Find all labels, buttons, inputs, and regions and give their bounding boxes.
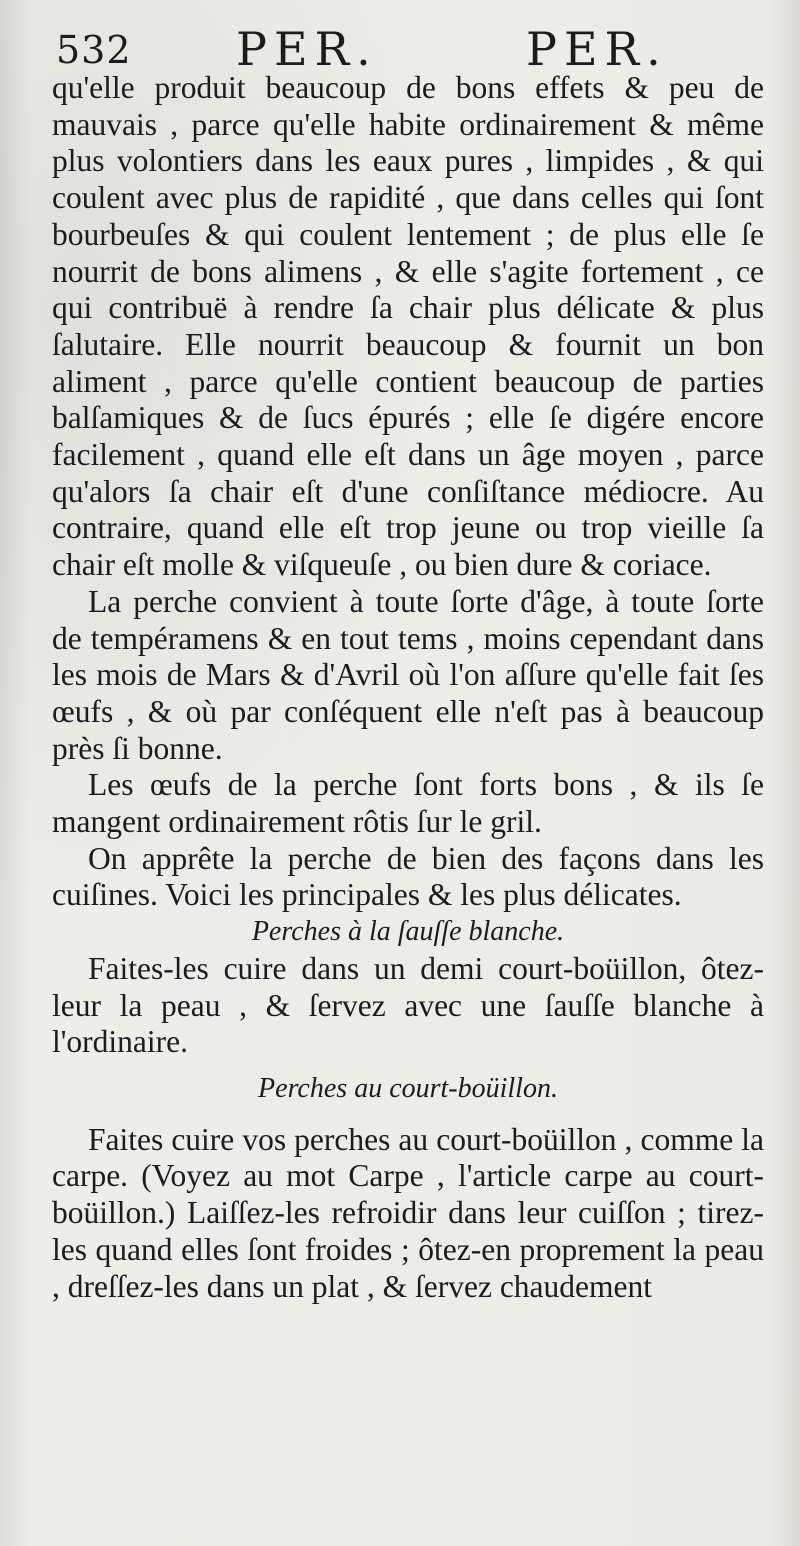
recipe-heading-court-bouillon: Perches au court-boüillon. [258,1072,558,1104]
recipe-court-bouillon: Faites cuire vos perches au court-boüillon , comme la carpe. (Voyez au mot Carpe , l'article carpe au court-boüillon.) Laiſſez-les refroidir dans leur cuiſſon ; tirez-les quand elles ſont froides ; ôtez-en proprement la peau , dreſſez-les dans un plat , & ſervez chaudement [52,1121,764,1304]
running-head-left: PER. [236,22,378,76]
paragraph-continued: qu'elle produit beaucoup de bons effets & peu de mauvais , parce qu'elle habite ordinairement & même plus volontiers dans les eaux pures , limpides , & qui coulent avec plus de rapidité , que dans celles qui ſont bourbeuſes & qui coulent lentement ; de plus elle ſe nourrit de bons alimens , & elle s'agite fortement , ce qui contribuë à rendre ſa chair plus délicate & plus ſalutaire. Elle nourrit beaucoup & fournit un bon aliment , parce qu'elle contient beaucoup de parties balſamiques & de ſucs épurés ; elle ſe digére encore facilement , quand elle eſt dans un âge moyen , parce qu'alors ſa chair eſt d'une conſiſtance médiocre. Au contraire, quand elle eſt trop jeune ou trop vieille ſa chair eſt molle & viſqueuſe , ou bien dure & coriace. [52,70,764,583]
running-head-right: PER. [526,22,668,76]
recipe-sauce-blanche: Faites-les cuire dans un demi court-boüillon, ôtez-leur la peau , & ſervez avec une ſauſſe blanche à l'ordinaire. [52,950,764,1060]
page-number: 532 [56,28,132,72]
body-text [52,70,764,1305]
recipe-heading-sauce-blanche: Perches à la ſauſſe blanche. [251,916,565,948]
paragraph-preparations: On apprête la perche de bien des façons dans les cuiſines. Voici les principales & les plus délicates. [52,840,764,913]
paragraph-eggs: Les œufs de la perche ſont forts bons , & ils ſe mangent ordinairement rôtis ſur le gril. [52,767,764,840]
paragraph-age-temperament: La perche convient à toute ſorte d'âge, à toute ſorte de tempéramens & en tout tems , moins cependant dans les mois de Mars & d'Avril où l'on aſſure qu'elle fait ſes œufs , & où par conſéquent elle n'eſt pas à beaucoup près ſi bonne. [52,583,764,766]
